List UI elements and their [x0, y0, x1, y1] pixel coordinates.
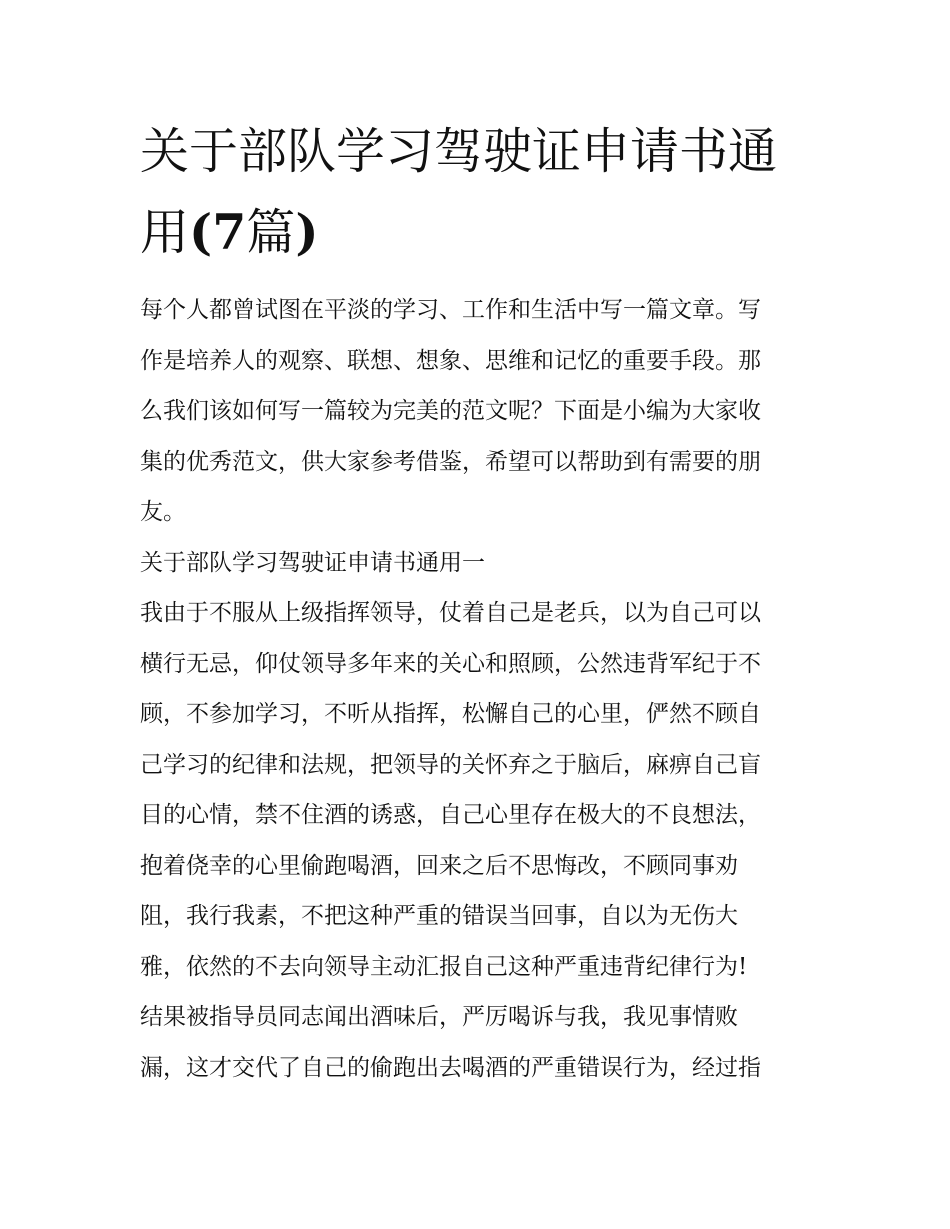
title-line-1: 关于部队学习驾驶证申请书通 — [140, 123, 778, 180]
body-line: 横行无忌，仰仗领导多年来的关心和照顾，公然违背军纪于不 — [140, 650, 761, 677]
intro-line: 么我们该如何写一篇较为完美的范文呢？下面是小编为大家收 — [140, 398, 761, 424]
title-text-pian: 篇 — [246, 204, 296, 261]
document-page — [140, 112, 820, 1093]
title-text-yong: 用 — [140, 204, 190, 261]
body-line: 漏，这才交代了自己的偷跑出去喝酒的严重错误行为，经过指 — [140, 1054, 761, 1081]
body-line: 雅，依然的不去向领导主动汇报自己这种严重违背纪律行为! — [140, 953, 748, 980]
body-line: 顾，不参加学习，不听从指挥，松懈自己的心里，俨然不顾自 — [140, 701, 761, 727]
body-line: 阻，我行我素，不把这种严重的错误当回事，自以为无伤大 — [140, 903, 738, 929]
intro-line: 集的优秀范文，供大家参考借鉴，希望可以帮助到有需要的朋 — [140, 448, 761, 475]
intro-line: 友。 — [140, 499, 186, 525]
title-line-2 — [140, 192, 820, 273]
body-line: 己学习的纪律和法规，把领导的关怀弃之于脑后，麻痹自己盲 — [140, 751, 761, 778]
body-line: 抱着侥幸的心里偷跑喝酒，回来之后不思悔改，不顾同事劝 — [140, 852, 738, 879]
body-paragraph — [140, 588, 820, 1093]
intro-paragraph — [140, 285, 820, 538]
section-heading: 关于部队学习驾驶证申请书通用一 — [140, 549, 485, 576]
intro-line: 作是培养人的观察、联想、想象、思维和记忆的重要手段。那 — [140, 347, 761, 374]
intro-line: 每个人都曾试图在平淡的学习、工作和生活中写一篇文章。写 — [140, 297, 761, 323]
body-line: 目的心情，禁不住酒的诱惑，自己心里存在极大的不良想法， — [140, 802, 761, 828]
title-count-open: (7 — [189, 203, 247, 261]
body-line: 我由于不服从上级指挥领导，仗着自己是老兵，以为自己可以 — [140, 600, 761, 626]
body-line: 结果被指导员同志闻出酒味后，严厉喝诉与我，我见事情败 — [140, 1004, 738, 1030]
title-count-close: ) — [295, 203, 319, 261]
document-title — [140, 112, 820, 273]
